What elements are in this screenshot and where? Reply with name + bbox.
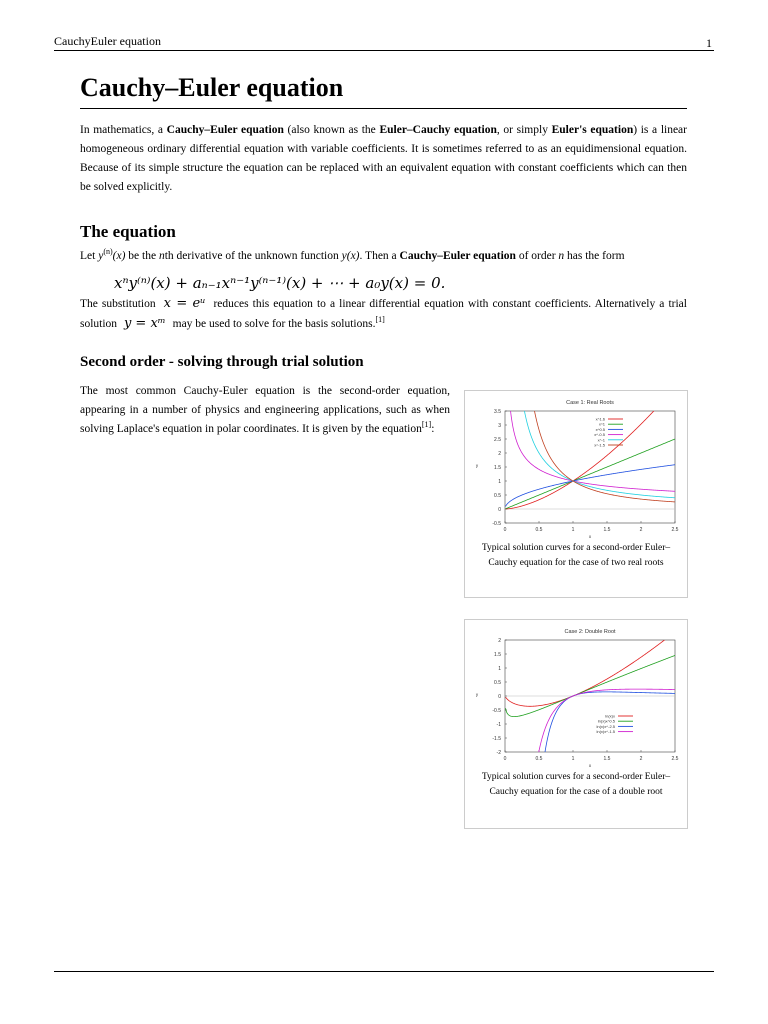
trial-solution-formula: y = xᵐ [123, 316, 166, 331]
x-axis-label: x [588, 534, 592, 539]
cauchy-euler-equation: xⁿy⁽ⁿ⁾(x) + aₙ₋₁xⁿ⁻¹y⁽ⁿ⁻¹⁾(x) + ⋯ + a₀y(x) = 0. [114, 274, 446, 292]
substitution-formula: x = eᵘ [163, 296, 206, 311]
substitution-paragraph [80, 294, 687, 334]
page-number: 1 [706, 36, 712, 50]
text: of order [515, 250, 559, 262]
legend-label: ln(x)x [605, 713, 615, 719]
series-line [506, 439, 675, 509]
intro-text: In mathematics, a [80, 124, 167, 136]
page-header [54, 34, 714, 51]
equation-paragraph [80, 247, 687, 266]
x-tick-label: 0 [503, 527, 507, 533]
series-line [503, 692, 675, 770]
x-tick-label: 1 [571, 527, 575, 533]
x-tick-label: 1.5 [603, 527, 611, 533]
legend-label: x^1 [598, 421, 605, 427]
series-line [506, 632, 675, 706]
section-heading-second-order: Second order - solving through trial solution [80, 354, 364, 370]
superscript-n: (n) [103, 247, 113, 257]
y-tick-label: 0 [498, 507, 501, 513]
series-line [506, 391, 675, 491]
citation-link[interactable]: [1] [421, 420, 432, 430]
legend-label: x^-0.5 [594, 432, 605, 438]
chart-real-roots [465, 391, 687, 541]
chart-title: Case 2: Double Root [564, 629, 616, 635]
text: be the [125, 250, 159, 262]
y-tick-label: 0 [498, 694, 501, 700]
second-order-paragraph [80, 382, 450, 439]
chart-title: Case 1: Real Roots [566, 400, 614, 406]
x-tick-label: 0.5 [535, 756, 543, 762]
y-tick-label: -1 [496, 722, 501, 728]
figure-double-root [464, 619, 688, 829]
var-x: (x) [112, 250, 126, 262]
text: The substitution [80, 298, 160, 310]
footer-rule [54, 971, 714, 972]
intro-text: , or simply [496, 124, 552, 136]
y-tick-label: 1 [498, 479, 501, 485]
legend-label: ln(x)x^0.5 [597, 718, 615, 724]
x-tick-label: 0 [503, 756, 507, 762]
x-tick-label: 2 [639, 756, 643, 762]
var-n: n [158, 250, 165, 262]
x-tick-label: 2 [639, 527, 643, 533]
text: th derivative of the unknown function [164, 250, 342, 262]
y-tick-label: 1.5 [494, 652, 501, 658]
bold-term: Cauchy–Euler equation [399, 250, 516, 262]
x-tick-label: 2.5 [671, 527, 679, 533]
y-tick-label: -2 [496, 750, 501, 756]
citation-link[interactable]: [1] [375, 315, 385, 325]
x-tick-label: 1 [571, 756, 575, 762]
text: The most common Cauchy-Euler equation is the second-order equation, appearing in a number of physics and engineering applications, such as when solving Laplace's equation in polar coordinates. It is given by the equation [80, 385, 450, 435]
x-tick-label: 0.5 [535, 527, 543, 533]
legend-label: x^-1.5 [594, 442, 605, 448]
y-tick-label: -0.5 [492, 521, 501, 527]
text: Let [80, 250, 99, 262]
x-tick-label: 2.5 [671, 756, 679, 762]
page-title: Cauchy–Euler equation [80, 70, 687, 109]
article-content [80, 70, 687, 439]
y-axis-label: y [475, 692, 479, 697]
y-tick-label: 2 [498, 638, 501, 644]
y-tick-label: -1.5 [492, 736, 501, 742]
var-y: y [98, 250, 104, 262]
series-line [506, 655, 675, 716]
plot-frame [505, 411, 675, 523]
figure-real-roots [464, 390, 688, 598]
intro-bold-term: Cauchy–Euler equation [166, 124, 284, 136]
text: has the form [564, 250, 625, 262]
intro-text: (also known as the [283, 124, 380, 136]
legend-label: x^-1 [597, 437, 605, 443]
text: . Then a [359, 250, 400, 262]
chart-double-root [465, 620, 687, 770]
legend-label: ln(x)x^-1.5 [596, 729, 615, 735]
y-tick-label: 3.5 [494, 409, 501, 415]
y-tick-label: 1 [498, 666, 501, 672]
legend-label: ln(x)x^-2.5 [596, 723, 615, 729]
legend-label: x^1.6 [595, 416, 605, 422]
intro-bold-term: Euler–Cauchy equation [379, 124, 497, 136]
intro-bold-term: Euler's equation [551, 124, 634, 136]
var-y: y [341, 250, 347, 262]
x-axis-label: x [588, 763, 592, 768]
y-tick-label: 2 [498, 451, 501, 457]
y-axis-label: y [475, 463, 479, 468]
header-title: CauchyEuler equation [54, 34, 161, 48]
y-tick-label: 2.5 [494, 437, 501, 443]
series-line [506, 391, 675, 502]
y-tick-label: 0.5 [494, 493, 501, 499]
y-tick-label: -0.5 [492, 708, 501, 714]
y-tick-label: 0.5 [494, 680, 501, 686]
section-heading-equation: The equation [80, 222, 176, 241]
figure-caption: Typical solution curves for a second-order Euler–Cauchy equation for the case of a double root [481, 772, 671, 797]
legend-label: x^0.5 [595, 426, 605, 432]
x-tick-label: 1.5 [603, 756, 611, 762]
text: may be used to solve for the basis solutions. [169, 318, 376, 330]
figure-caption: Typical solution curves for a second-order Euler–Cauchy equation for the case of two real roots [481, 543, 671, 568]
series-line [506, 391, 675, 498]
y-tick-label: 1.5 [494, 465, 501, 471]
text: reduces this equation to a linear differential equation with constant coefficients. Alternatively a trial solution [80, 298, 687, 330]
intro-paragraph [80, 121, 687, 197]
text: : [431, 423, 435, 435]
intro-text: ) is a linear homogeneous ordinary differential equation with variable coefficients. It is sometimes referred to as an equidimensional equation. Because of its simple structure the equation can be replaced with an equivalent equation with constant coefficients which can then be solved explicitly. [80, 124, 687, 193]
series-line [503, 689, 675, 770]
var-x: (x) [346, 250, 360, 262]
y-tick-label: 3 [498, 423, 501, 429]
var-n: n [558, 250, 565, 262]
